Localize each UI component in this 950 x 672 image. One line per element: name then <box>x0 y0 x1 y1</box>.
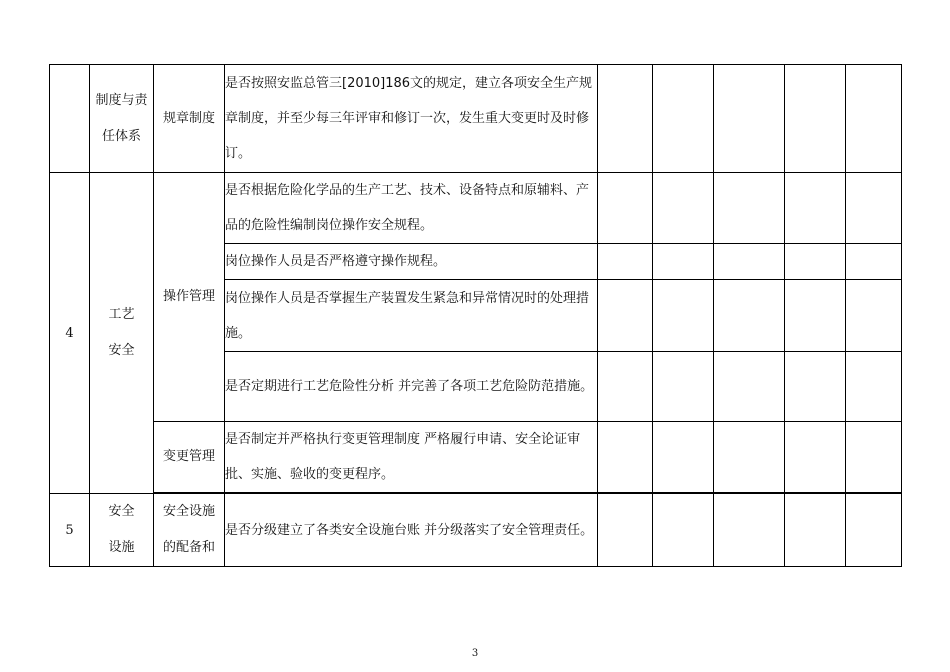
blank-cell <box>714 65 785 173</box>
blank-cell <box>846 352 902 422</box>
category-cell <box>90 173 154 494</box>
check-item-cell: 是否根据危险化学品的生产工艺、技术、设备特点和原辅料、产品的危险性编制岗位操作安全规程。 <box>225 173 598 244</box>
blank-cell <box>785 244 846 280</box>
category-line: 工艺 <box>108 307 135 322</box>
blank-cell <box>714 244 785 280</box>
check-item-cell: 岗位操作人员是否严格遵守操作规程。 <box>225 244 598 280</box>
subcategory-line: 的配备和 <box>162 540 215 555</box>
blank-cell <box>714 494 785 567</box>
blank-cell <box>846 244 902 280</box>
blank-cell <box>846 422 902 493</box>
blank-cell <box>785 494 846 567</box>
blank-cell <box>785 173 846 244</box>
checklist-table <box>49 64 902 567</box>
blank-cell <box>653 280 714 352</box>
blank-cell <box>598 422 653 493</box>
table-row <box>50 494 902 567</box>
blank-cell <box>598 244 653 280</box>
category-cell <box>90 494 154 567</box>
check-item-cell: 岗位操作人员是否掌握生产装置发生紧急和异常情况时的处理措施。 <box>225 280 598 352</box>
subcategory-cell: 变更管理 <box>154 422 225 493</box>
blank-cell <box>846 65 902 173</box>
category-line: 安全 <box>108 343 135 358</box>
blank-cell <box>598 65 653 173</box>
category-cell: 制度与责任体系 <box>90 65 154 173</box>
blank-cell <box>653 422 714 493</box>
row-number-cell: 5 <box>50 494 90 567</box>
check-item-cell: 是否分级建立了各类安全设施台账 并分级落实了安全管理责任。 <box>225 494 598 567</box>
blank-cell <box>653 65 714 173</box>
blank-cell <box>785 422 846 493</box>
row-number-cell <box>50 65 90 173</box>
table-row <box>50 173 902 244</box>
blank-cell <box>598 280 653 352</box>
blank-cell <box>653 494 714 567</box>
blank-cell <box>846 494 902 567</box>
check-item-cell: 是否按照安监总管三[2010]186文的规定，建立各项安全生产规章制度，并至少每三年评审和修订一次，发生重大变更时及时修订。 <box>225 65 598 173</box>
blank-cell <box>785 65 846 173</box>
category-line: 设施 <box>108 540 135 555</box>
blank-cell <box>653 352 714 422</box>
blank-cell <box>714 280 785 352</box>
blank-cell <box>846 280 902 352</box>
blank-cell <box>598 494 653 567</box>
blank-cell <box>598 352 653 422</box>
blank-cell <box>785 280 846 352</box>
blank-cell <box>598 173 653 244</box>
blank-cell <box>846 173 902 244</box>
table-row <box>50 65 902 173</box>
category-line: 安全 <box>108 504 135 519</box>
blank-cell <box>653 244 714 280</box>
page-number: 3 <box>471 648 479 659</box>
subcategory-cell: 操作管理 <box>154 173 225 422</box>
blank-cell <box>714 173 785 244</box>
blank-cell <box>785 352 846 422</box>
subcategory-line: 安全设施 <box>162 504 215 519</box>
check-item-cell: 是否定期进行工艺危险性分析 并完善了各项工艺危险防范措施。 <box>225 352 598 422</box>
check-item-cell: 是否制定并严格执行变更管理制度 严格履行申请、安全论证审批、实施、验收的变更程序。 <box>225 422 598 493</box>
blank-cell <box>653 173 714 244</box>
subcategory-cell: 规章制度 <box>154 65 225 173</box>
subcategory-cell <box>154 494 225 567</box>
blank-cell <box>714 352 785 422</box>
blank-cell <box>714 422 785 493</box>
table-row <box>50 422 902 493</box>
row-number-cell: 4 <box>50 173 90 494</box>
